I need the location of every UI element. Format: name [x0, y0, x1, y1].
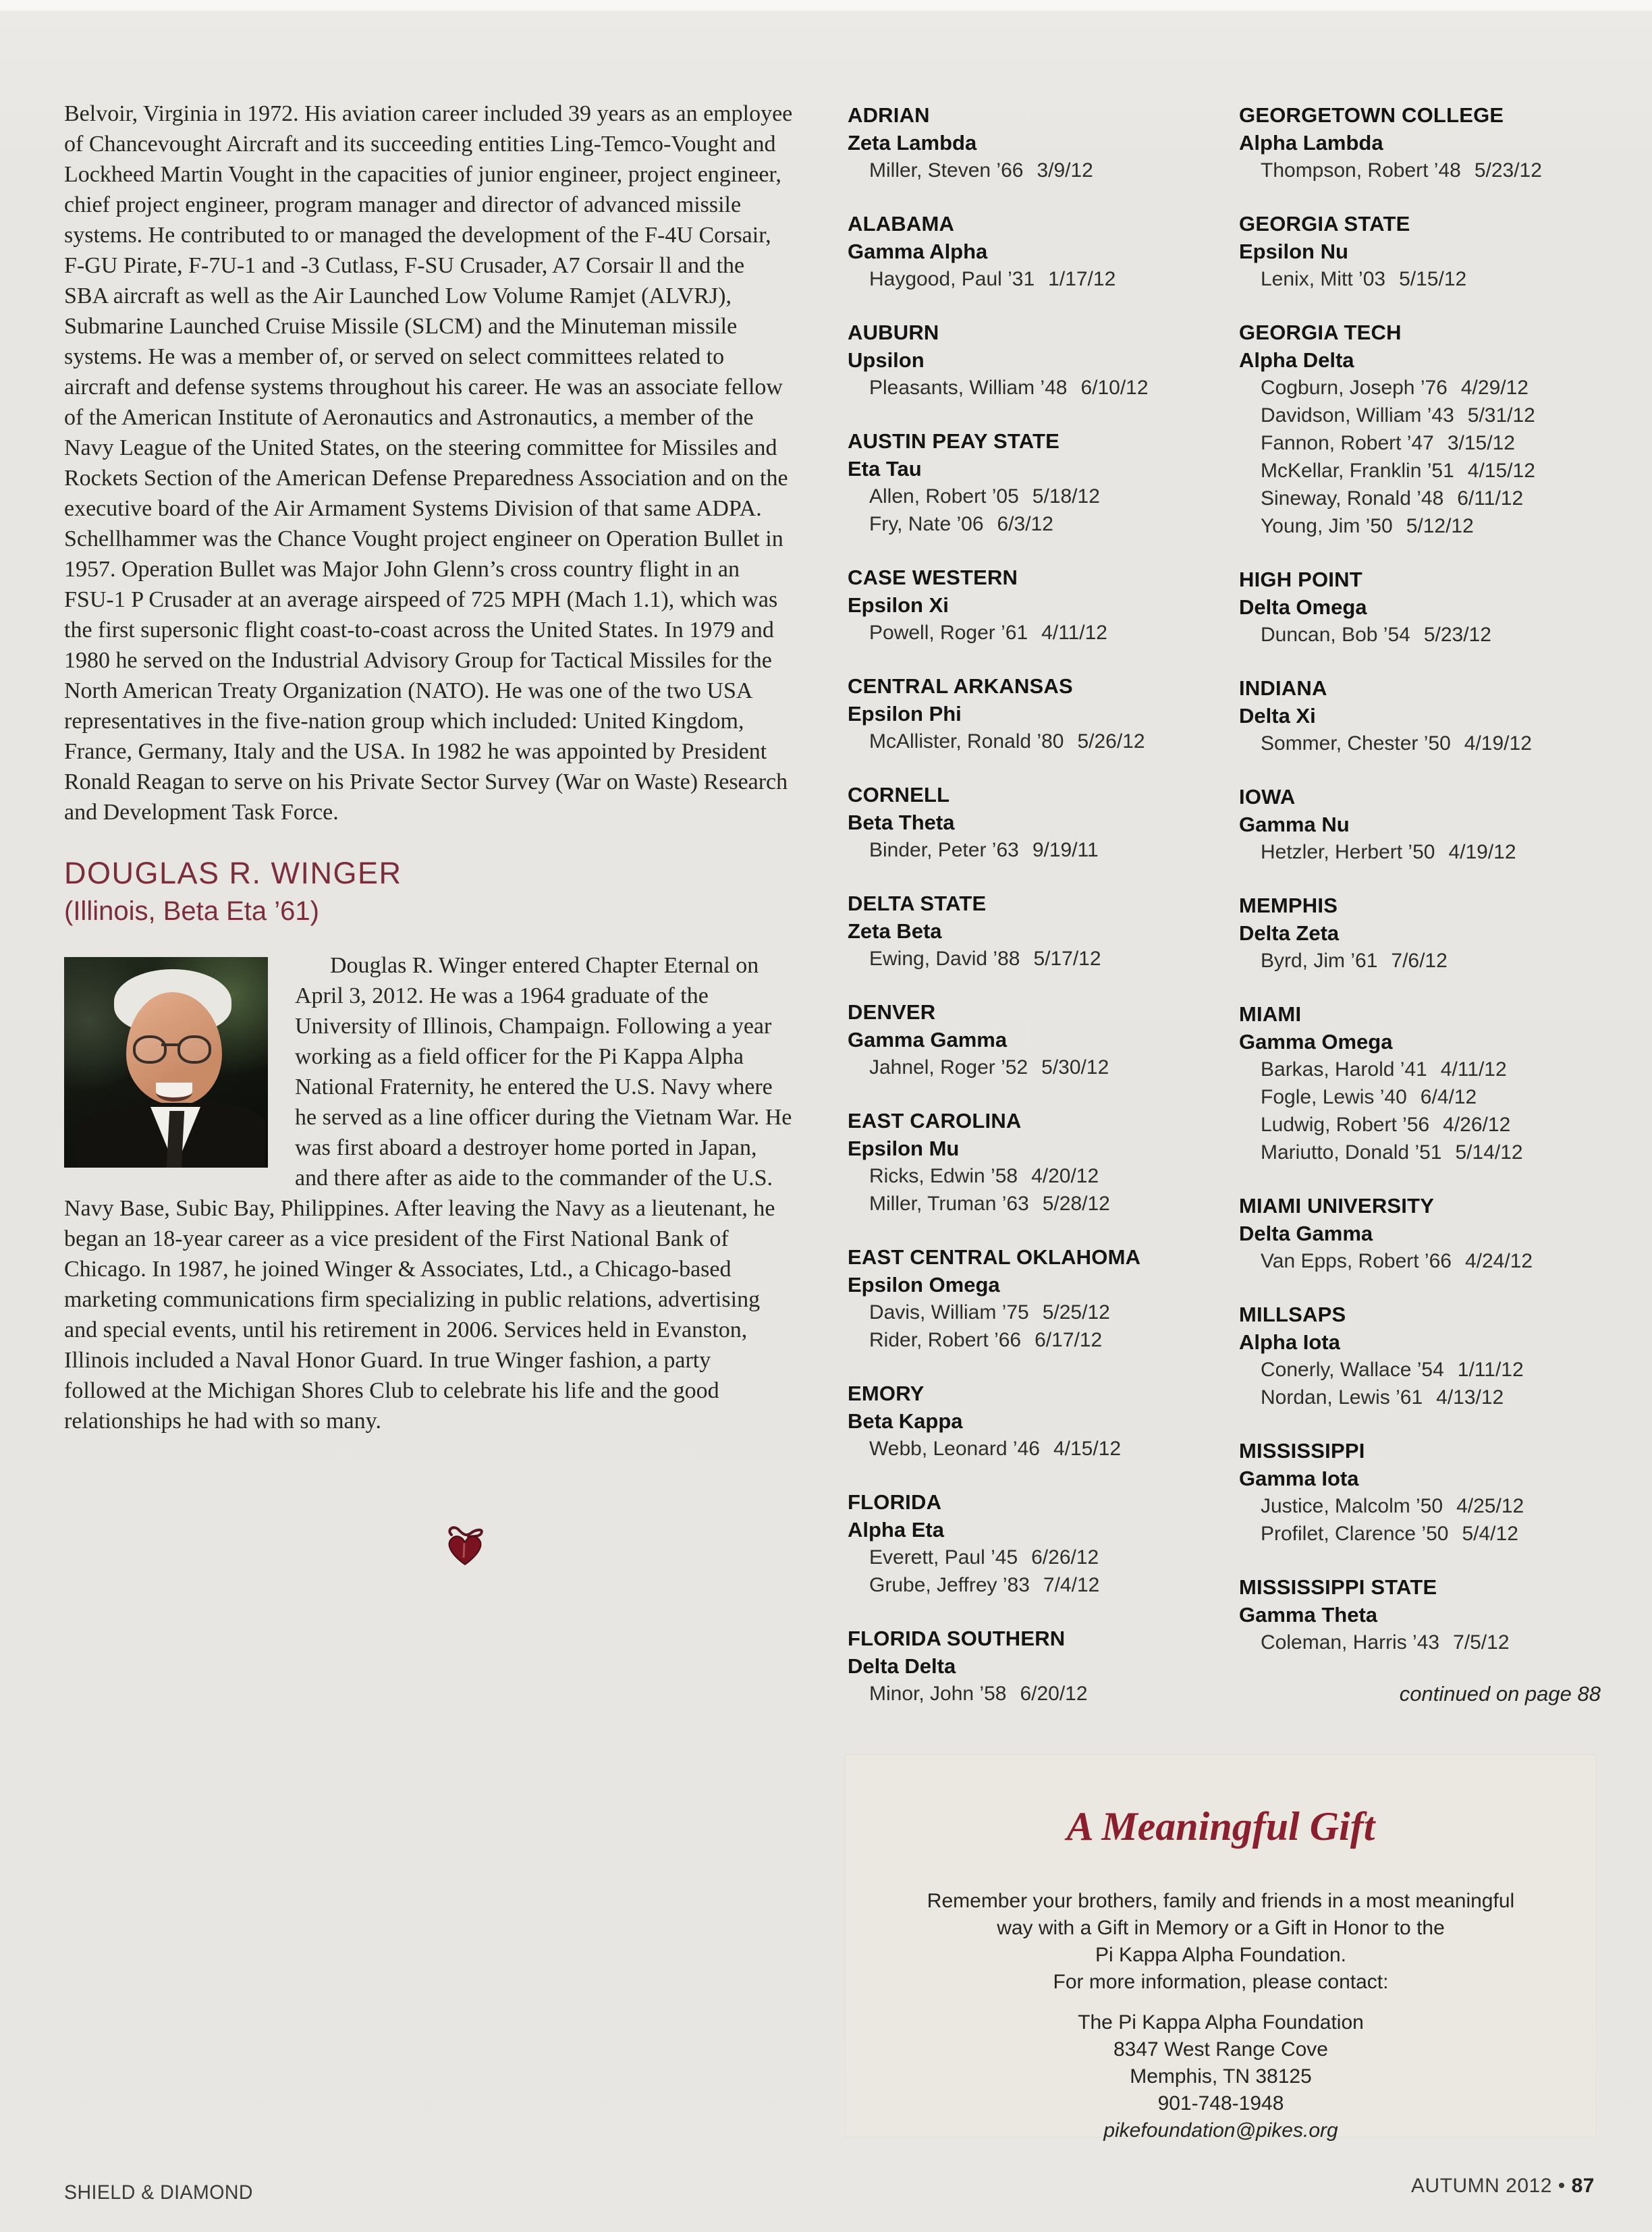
member-entry [848, 1435, 1230, 1463]
chapter-school-name: INDIANA [1239, 676, 1327, 700]
chapter-block [1239, 892, 1603, 975]
chapter-block [848, 1625, 1230, 1708]
member-name: Young, Jim ’50 [1261, 515, 1393, 537]
chapter-block [848, 564, 1230, 647]
gift-ad-title: A Meaningful Gift [1066, 1804, 1375, 1849]
member-death-date: 5/17/12 [1033, 948, 1101, 970]
member-death-date: 6/20/12 [1020, 1683, 1088, 1705]
member-death-date: 4/19/12 [1448, 841, 1516, 863]
portrait-photo [64, 957, 268, 1168]
member-name: Jahnel, Roger ’52 [869, 1056, 1028, 1079]
member-entry [1239, 457, 1603, 485]
chapter-block [1239, 566, 1603, 649]
chapter-school-name: EMORY [848, 1382, 925, 1405]
chapter-block [1239, 319, 1603, 540]
member-entry [848, 157, 1230, 184]
chapter-school-name: GEORGIA STATE [1239, 212, 1410, 236]
member-entry [848, 836, 1230, 864]
member-name: Conerly, Wallace ’54 [1261, 1359, 1444, 1381]
member-name: Everett, Paul ’45 [869, 1546, 1018, 1569]
chapter-block [848, 1380, 1230, 1463]
member-death-date: 4/13/12 [1436, 1386, 1504, 1409]
member-death-date: 3/9/12 [1037, 159, 1093, 182]
member-name: Rider, Robert ’66 [869, 1329, 1022, 1351]
chapter-school-name: CASE WESTERN [848, 566, 1018, 589]
gift-ad-line: way with a Gift in Memory or a Gift in Honor to the [997, 1917, 1445, 1939]
chapter-school-name: FLORIDA [848, 1490, 942, 1514]
member-entry [848, 619, 1230, 647]
member-name: Barkas, Harold ’41 [1261, 1058, 1427, 1081]
obituary-column [64, 99, 793, 1576]
chapter-block [848, 101, 1230, 184]
member-name: Allen, Robert ’05 [869, 485, 1019, 508]
chapter-greek-name: Delta Omega [1239, 595, 1367, 619]
member-death-date: 6/11/12 [1457, 487, 1524, 510]
chapter-school-name: AUSTIN PEAY STATE [848, 429, 1060, 453]
member-death-date: 5/23/12 [1423, 624, 1491, 646]
member-name: Coleman, Harris ’43 [1261, 1631, 1440, 1654]
chapter-greek-name: Gamma Alpha [848, 240, 988, 263]
member-entry [848, 1190, 1230, 1218]
member-death-date: 5/14/12 [1455, 1141, 1523, 1164]
member-name: Grube, Jeffrey ’83 [869, 1574, 1030, 1596]
member-entry [1239, 512, 1603, 540]
member-entry [848, 374, 1230, 402]
member-death-date: 9/19/11 [1032, 839, 1099, 861]
chapter-greek-name: Delta Xi [1239, 704, 1316, 728]
member-death-date: 5/25/12 [1042, 1301, 1110, 1324]
chapter-school-name: GEORGETOWN COLLEGE [1239, 103, 1504, 127]
gift-ad-contact [846, 2009, 1596, 2144]
member-death-date: 1/11/12 [1457, 1359, 1524, 1381]
glasses-icon [133, 1035, 214, 1061]
member-death-date: 4/24/12 [1464, 1250, 1533, 1272]
member-name: McAllister, Ronald ’80 [869, 730, 1064, 753]
chapter-greek-name: Alpha Lambda [1239, 131, 1383, 155]
member-entry [1239, 1356, 1603, 1384]
gift-contact-line: Memphis, TN 38125 [1130, 2065, 1312, 2088]
member-death-date: 4/11/12 [1440, 1058, 1507, 1081]
chapter-school-name: DENVER [848, 1000, 936, 1024]
member-entry [848, 728, 1230, 755]
member-name: Davis, William ’75 [869, 1301, 1029, 1324]
chapter-school-name: MISSISSIPPI STATE [1239, 1575, 1437, 1599]
member-name: Mariutto, Donald ’51 [1261, 1141, 1442, 1164]
member-death-date: 6/26/12 [1031, 1546, 1099, 1569]
chapter-greek-name: Epsilon Mu [848, 1137, 960, 1160]
obituary-continuation-text: Belvoir, Virginia in 1972. His aviation career included 39 years as an employee of Chancevought Aircraft and its succeeding entities Ling-Temco-Vought and Lockheed Martin Vought in the capacities of junior engineer, project engineer, chief project engineer, program manager and director of advanced missile systems. He contributed to or managed the development of the F-4U Corsair, F-GU Pirate, F-7U-1 and -3 Cutlass, F-SU Crusader, A7 Corsair ll and the SBA aircraft as well as the Air Launched Low Volume Ramjet (ALVRJ), Submarine Launched Cruise Missile (SLCM) and the Minuteman missile systems. He was a member of, or served on select committees related to aircraft and defense systems throughout his career. He was an associate fellow of the American Institute of Aeronautics and Astronautics, a member of the Navy League of the United States, on the steering committee for Missiles and Rockets Section of the American Defense Preparedness Association and on the executive board of the Air Armament Systems Division of that same ADPA. Schellhammer was the Chance Vought project engineer on Operation Bullet in 1957. Operation Bullet was Major John Glenn’s cross country flight in an FSU-1 P Crusader at an average airspeed of 725 MPH (Mach 1.1), which was the first supersonic flight coast-to-coast across the United States. In 1979 and 1980 he served on the Industrial Advisory Group for Tactical Missiles for the North American Treaty Organization (NATO). He was one of the two USA representatives in the five-nation group which included: United Kingdom, France, Germany, Italy and the USA. In 1982 he was appointed by President Ronald Reagan to serve on his Private Sector Survey (War on Waste) Research and Development Task Force. [64, 101, 793, 825]
member-death-date: 4/15/12 [1467, 460, 1535, 482]
chapter-block [848, 210, 1230, 293]
member-death-date: 5/28/12 [1042, 1193, 1110, 1215]
chapter-block [1239, 1000, 1603, 1166]
member-entry [1239, 838, 1603, 866]
chapter-greek-name: Gamma Gamma [848, 1028, 1008, 1052]
member-name: Pleasants, William ’48 [869, 377, 1068, 399]
member-entry [848, 1299, 1230, 1326]
member-death-date: 5/31/12 [1467, 404, 1535, 427]
member-name: Davidson, William ’43 [1261, 404, 1454, 427]
member-death-date: 6/17/12 [1035, 1329, 1103, 1351]
member-entry [1239, 621, 1603, 649]
chapter-greek-name: Gamma Nu [1239, 813, 1350, 836]
member-entry [848, 265, 1230, 293]
member-death-date: 7/4/12 [1043, 1574, 1100, 1596]
member-entry [1239, 730, 1603, 757]
chapter-school-name: ADRIAN [848, 103, 930, 127]
gift-ad-body [846, 1888, 1596, 1996]
gift-ad-line: For more information, please contact: [1053, 1971, 1389, 1993]
member-death-date: 4/26/12 [1443, 1114, 1511, 1136]
member-entry [1239, 402, 1603, 429]
member-death-date: 5/12/12 [1406, 515, 1474, 537]
chapter-greek-name: Epsilon Nu [1239, 240, 1348, 263]
gift-email: pikefoundation@pikes.org [1103, 2119, 1338, 2142]
chapter-greek-name: Alpha Delta [1239, 348, 1354, 372]
member-name: Nordan, Lewis ’61 [1261, 1386, 1423, 1409]
chapter-greek-name: Delta Gamma [1239, 1222, 1373, 1245]
chapter-block [1239, 1301, 1603, 1411]
chapter-block [1239, 674, 1603, 757]
member-death-date: 7/5/12 [1453, 1631, 1510, 1654]
issue-label: AUTUMN 2012 [1411, 2175, 1552, 2197]
chapter-block [1239, 1437, 1603, 1548]
member-death-date: 6/4/12 [1420, 1086, 1477, 1108]
member-death-date: 5/18/12 [1032, 485, 1100, 508]
issue-page-footer [1411, 2175, 1595, 2198]
member-name: Binder, Peter ’63 [869, 839, 1019, 861]
chapter-block [848, 427, 1230, 538]
chapter-school-name: MISSISSIPPI [1239, 1439, 1365, 1463]
chapter-block [848, 998, 1230, 1081]
chapter-block [848, 319, 1230, 402]
gift-contact-line: 901-748-1948 [1157, 2092, 1284, 2115]
member-entry [848, 1544, 1230, 1571]
member-death-date: 5/23/12 [1474, 159, 1542, 182]
member-death-date: 4/19/12 [1464, 732, 1532, 755]
member-name: Minor, John ’58 [869, 1683, 1007, 1705]
member-entry [1239, 1083, 1603, 1111]
chapter-greek-name: Eta Tau [848, 457, 922, 481]
member-name: Ludwig, Robert ’56 [1261, 1114, 1430, 1136]
member-entry [848, 1680, 1230, 1708]
page-number: 87 [1571, 2175, 1595, 2197]
member-name: Van Epps, Robert ’66 [1261, 1250, 1452, 1272]
member-entry [1239, 265, 1603, 293]
member-name: Fry, Nate ’06 [869, 513, 984, 535]
member-entry [1239, 1520, 1603, 1548]
member-entry [848, 1054, 1230, 1081]
chapter-greek-name: Epsilon Omega [848, 1273, 1000, 1297]
member-name: Miller, Steven ’66 [869, 159, 1024, 182]
chapter-school-name: IOWA [1239, 785, 1296, 809]
chapter-school-name: EAST CAROLINA [848, 1109, 1022, 1133]
chapter-greek-name: Beta Kappa [848, 1409, 963, 1433]
gift-ad-line: Pi Kappa Alpha Foundation. [1095, 1944, 1346, 1966]
member-name: Duncan, Bob ’54 [1261, 624, 1410, 646]
member-name: Haygood, Paul ’31 [869, 268, 1035, 290]
chapter-block [848, 890, 1230, 973]
member-entry [848, 1571, 1230, 1599]
member-entry [1239, 485, 1603, 512]
member-name: Ricks, Edwin ’58 [869, 1165, 1018, 1187]
portrait-smile [156, 1083, 192, 1101]
member-death-date: 3/15/12 [1447, 432, 1515, 454]
obituary-subheading: (Illinois, Beta Eta ’61) [64, 896, 319, 926]
member-name: Profilet, Clarence ’50 [1261, 1523, 1449, 1545]
chapter-school-name: MIAMI [1239, 1002, 1302, 1026]
chapter-school-name: FLORIDA SOUTHERN [848, 1627, 1066, 1650]
chapter-greek-name: Epsilon Phi [848, 702, 962, 726]
chapter-greek-name: Zeta Beta [848, 919, 942, 943]
chapter-greek-name: Alpha Eta [848, 1518, 944, 1542]
member-name: Sommer, Chester ’50 [1261, 732, 1451, 755]
chapter-block [1239, 210, 1603, 293]
chapter-school-name: ALABAMA [848, 212, 955, 236]
chapter-greek-name: Beta Theta [848, 811, 955, 834]
member-name: Webb, Leonard ’46 [869, 1438, 1040, 1460]
member-entry [1239, 1139, 1603, 1166]
member-entry [1239, 374, 1603, 402]
member-entry [848, 483, 1230, 510]
meaningful-gift-ad [846, 1755, 1596, 2142]
member-death-date: 5/30/12 [1041, 1056, 1109, 1079]
member-death-date: 6/10/12 [1080, 377, 1149, 399]
member-death-date: 4/15/12 [1053, 1438, 1122, 1460]
member-name: Fannon, Robert ’47 [1261, 432, 1434, 454]
chapter-block [848, 781, 1230, 864]
member-name: Sineway, Ronald ’48 [1261, 487, 1444, 510]
member-entry [1239, 947, 1603, 975]
chapter-block [1239, 1192, 1603, 1275]
page-top-margin [0, 0, 1652, 11]
footer-separator: • [1558, 2175, 1566, 2197]
chapter-school-name: MILLSAPS [1239, 1303, 1346, 1326]
chapter-school-name: DELTA STATE [848, 892, 987, 915]
gift-contact-line: 8347 West Range Cove [1113, 2038, 1328, 2061]
chapter-block [848, 1243, 1230, 1354]
member-name: Miller, Truman ’63 [869, 1193, 1029, 1215]
member-entry [848, 945, 1230, 973]
member-entry [1239, 429, 1603, 457]
chapter-block [848, 672, 1230, 755]
member-death-date: 4/29/12 [1460, 377, 1529, 399]
member-name: Byrd, Jim ’61 [1261, 950, 1378, 972]
portrait-tie [167, 1111, 184, 1168]
chapter-school-name: MIAMI UNIVERSITY [1239, 1194, 1435, 1218]
chapter-school-name: MEMPHIS [1239, 894, 1338, 917]
chapter-greek-name: Alpha Iota [1239, 1330, 1340, 1354]
chapter-school-name: GEORGIA TECH [1239, 321, 1402, 344]
member-death-date: 4/11/12 [1041, 622, 1107, 644]
magazine-title-footer: SHIELD & DIAMOND [64, 2181, 253, 2204]
member-death-date: 4/25/12 [1456, 1495, 1524, 1517]
member-entry [848, 510, 1230, 538]
obituary-heading: DOUGLAS R. WINGER [64, 856, 402, 890]
member-name: Lenix, Mitt ’03 [1261, 268, 1386, 290]
member-entry [848, 1326, 1230, 1354]
chapter-block [848, 1488, 1230, 1599]
chapter-greek-name: Gamma Omega [1239, 1030, 1393, 1054]
chapter-greek-name: Delta Delta [848, 1654, 956, 1678]
chapter-school-name: CORNELL [848, 783, 950, 807]
chapter-greek-name: Delta Zeta [1239, 921, 1340, 945]
heart-dingbat-icon [437, 1516, 493, 1576]
member-death-date: 1/17/12 [1048, 268, 1116, 290]
member-name: Justice, Malcolm ’50 [1261, 1495, 1443, 1517]
member-entry [1239, 157, 1603, 184]
chapter-greek-name: Gamma Theta [1239, 1603, 1378, 1627]
chapter-block [848, 1107, 1230, 1218]
chapter-greek-name: Epsilon Xi [848, 593, 949, 617]
chapter-block [1239, 101, 1603, 184]
member-death-date: 5/15/12 [1399, 268, 1467, 290]
member-entry [1239, 1056, 1603, 1083]
chapter-eternal-column-2 [1239, 101, 1603, 1706]
continued-note: continued on page 88 [1399, 1682, 1601, 1706]
chapter-greek-name: Zeta Lambda [848, 131, 977, 155]
member-entry [1239, 1247, 1603, 1275]
member-name: Thompson, Robert ’48 [1261, 159, 1461, 182]
member-name: Cogburn, Joseph ’76 [1261, 377, 1448, 399]
member-death-date: 5/26/12 [1077, 730, 1145, 753]
member-entry [1239, 1492, 1603, 1520]
member-entry [1239, 1629, 1603, 1656]
member-entry [1239, 1111, 1603, 1139]
obituary-body [64, 950, 793, 1576]
chapter-greek-name: Upsilon [848, 348, 925, 372]
chapter-school-name: CENTRAL ARKANSAS [848, 674, 1073, 698]
member-name: Ewing, David ’88 [869, 948, 1020, 970]
member-death-date: 7/6/12 [1391, 950, 1448, 972]
member-entry [1239, 1384, 1603, 1411]
chapter-greek-name: Gamma Iota [1239, 1467, 1359, 1490]
member-name: Hetzler, Herbert ’50 [1261, 841, 1435, 863]
gift-contact-line: The Pi Kappa Alpha Foundation [1078, 2011, 1364, 2034]
member-entry [848, 1162, 1230, 1190]
member-name: McKellar, Franklin ’51 [1261, 460, 1454, 482]
chapter-eternal-column-1 [848, 101, 1230, 1733]
member-name: Powell, Roger ’61 [869, 622, 1028, 644]
chapter-school-name: HIGH POINT [1239, 568, 1362, 591]
member-death-date: 6/3/12 [997, 513, 1053, 535]
member-death-date: 4/20/12 [1031, 1165, 1099, 1187]
chapter-school-name: EAST CENTRAL OKLAHOMA [848, 1245, 1141, 1269]
chapter-block [1239, 783, 1603, 866]
chapter-block [1239, 1573, 1603, 1656]
obituary-text: Douglas R. Winger entered Chapter Eternal on April 3, 2012. He was a 1964 graduate of the University of Illinois, Champaign. Following a year working as a field officer for the Pi Kappa Alpha National Fraternity, he entered the U.S. Navy where he served as a line officer during the Vietnam War. He was first aboard a destroyer home ported in Japan, and there after as aide to the commander of the U.S. Navy Base, Subic Bay, Philippines. After leaving the Navy as a lieutenant, he began an 18-year career as a vice president of the First National Bank of Chicago. In 1987, he joined Winger & Associates, Ltd., a Chicago-based marketing communications firm specializing in public relations, advertising and special events, until his retirement in 2006. Services held in Evanston, Illinois included a Naval Honor Guard. In true Winger fashion, a party followed at the Michigan Shores Club to celebrate his life and the good relationships he had with so many. [64, 953, 792, 1434]
member-name: Fogle, Lewis ’40 [1261, 1086, 1407, 1108]
gift-ad-line: Remember your brothers, family and friends in a most meaningful [927, 1890, 1515, 1912]
member-death-date: 5/4/12 [1462, 1523, 1518, 1545]
chapter-school-name: AUBURN [848, 321, 939, 344]
